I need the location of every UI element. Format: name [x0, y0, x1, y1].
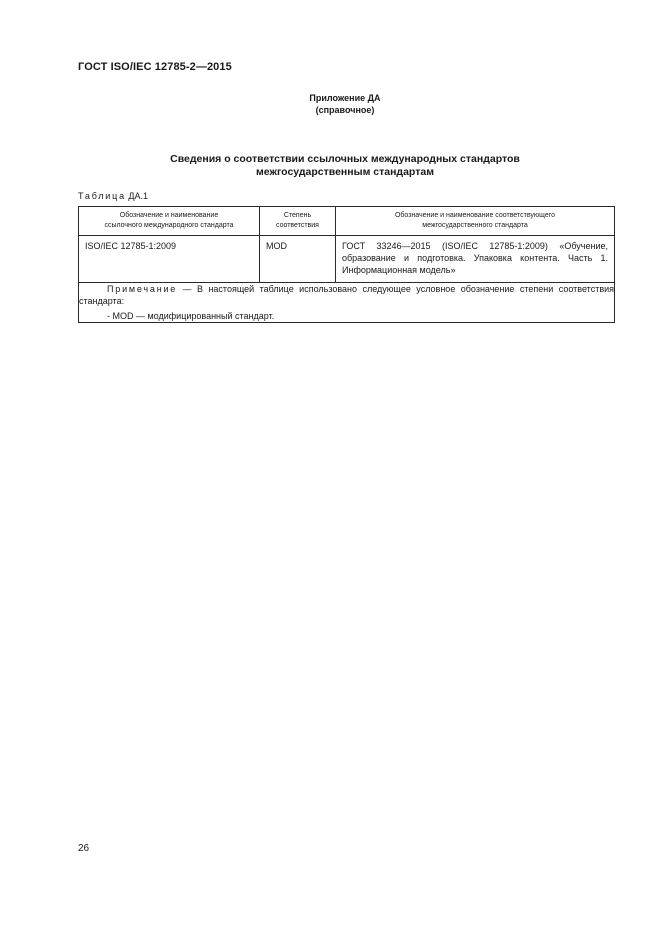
cell-international-standard: ISO/IEC 12785-1:2009: [79, 236, 260, 283]
table-row: [79, 236, 615, 283]
column-header-text: Степень: [283, 212, 312, 219]
table-header-row: [79, 207, 615, 236]
note-label: Примечание: [107, 284, 178, 294]
appendix-subtitle: (справочное): [315, 105, 375, 115]
table-caption: [78, 191, 148, 201]
note-text: — В настоящей таблице использовано следующее условное обозначение степени соответствия стандарта:: [79, 284, 614, 306]
document-header: ГОСТ ISO/IEC 12785-2—2015: [78, 61, 232, 73]
column-header-text: межгосударственного стандарта: [422, 222, 528, 229]
note-paragraph: [79, 283, 614, 307]
table-note-row: [79, 283, 615, 323]
column-header-text: Обозначение и наименование: [119, 212, 219, 219]
column-header-text: ссылочного международного стандарта: [104, 222, 234, 229]
appendix-heading: [0, 92, 661, 116]
table-caption-prefix: Таблица: [78, 191, 126, 201]
section-title: [0, 153, 661, 179]
column-header-interstate: [336, 207, 615, 236]
section-title-line1: Сведения о соответствии ссылочных международных стандартов: [170, 153, 520, 165]
cell-interstate-standard: ГОСТ 33246—2015 (ISO/IEC 12785-1:2009) «Обучение, образование и подготовка. Упаковка контента. Часть 1. Информационная модель»: [336, 236, 615, 283]
correspondence-table: [78, 206, 615, 323]
column-header-international: [79, 207, 260, 236]
note-list-item: - MOD — модифицированный стандарт.: [107, 311, 275, 321]
column-header-text: Обозначение и наименование соответствующего: [394, 212, 556, 219]
column-header-degree: [260, 207, 336, 236]
section-title-line2: межгосударственным стандартам: [256, 166, 434, 178]
table-caption-number: ДА.1: [128, 191, 149, 201]
table-note: [79, 283, 615, 323]
appendix-title: Приложение ДА: [309, 93, 381, 103]
column-header-text: соответствия: [276, 222, 319, 229]
cell-degree: MOD: [260, 236, 336, 283]
page-number: 26: [78, 843, 90, 854]
